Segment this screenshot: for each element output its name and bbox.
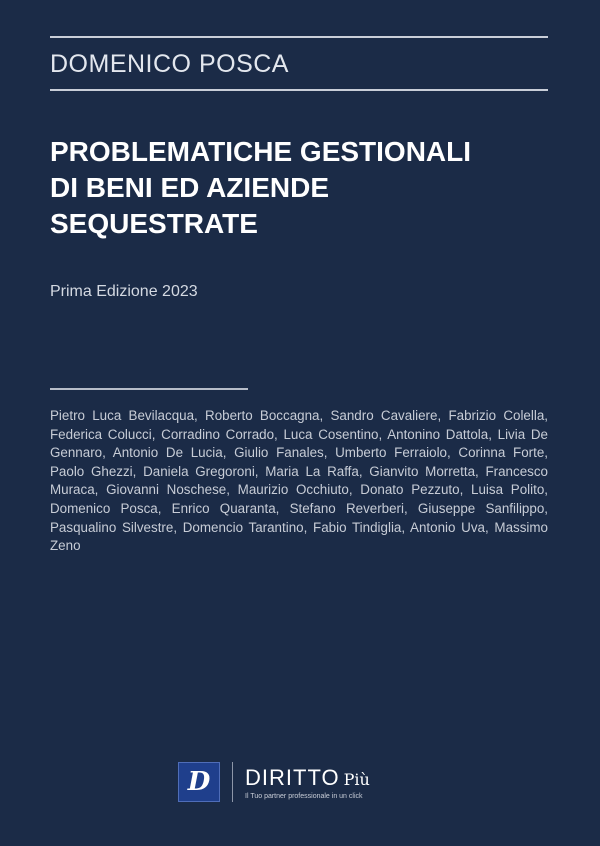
author-name: DOMENICO POSCA: [50, 50, 289, 78]
contributors-list: Pietro Luca Bevilacqua, Roberto Boccagna, Sandro Cavaliere, Fabrizio Colella, Federica Colucci, Corradino Corrado, Luca Cosentino, Antonino Dattola, Livia De Gennaro, Antonio De Lucia, Giulio Fanales, Umberto Ferraiolo, Corinna Forte, Paolo Ghezzi, Daniela Gregoroni, Maria La Raffa, Gianvito Morretta, Francesco Muraca, Giovanni Noschese, Maurizio Occhiuto, Donato Pezzuto, Luisa Polito, Domenico Posca, Enrico Quaranta, Stefano Reverberi, Giuseppe Sanfilippo, Pasqualino Silvestre, Domencio Tarantino, Fabio Tindiglia, Antonio Uva, Massimo Zeno: [50, 408, 548, 554]
publisher-name-suffix: Più: [343, 769, 370, 789]
title-line: SEQUESTRATE: [50, 208, 258, 239]
edition-label: Prima Edizione 2023: [50, 283, 198, 300]
publisher-logo-icon: D: [178, 762, 220, 802]
top-divider: [50, 36, 548, 38]
contributors-divider: [50, 388, 248, 390]
book-title: [50, 134, 550, 242]
title-line: DI BENI ED AZIENDE: [50, 172, 329, 203]
publisher-text: [245, 765, 370, 800]
publisher-logo: [178, 762, 370, 802]
title-line: PROBLEMATICHE GESTIONALI: [50, 136, 472, 167]
publisher-tagline: Il Tuo partner professionale in un click: [245, 792, 363, 800]
logo-separator: [232, 762, 233, 802]
author-divider: [50, 89, 548, 91]
publisher-name-main: DIRITTO: [245, 764, 340, 790]
publisher-name: [245, 765, 370, 791]
